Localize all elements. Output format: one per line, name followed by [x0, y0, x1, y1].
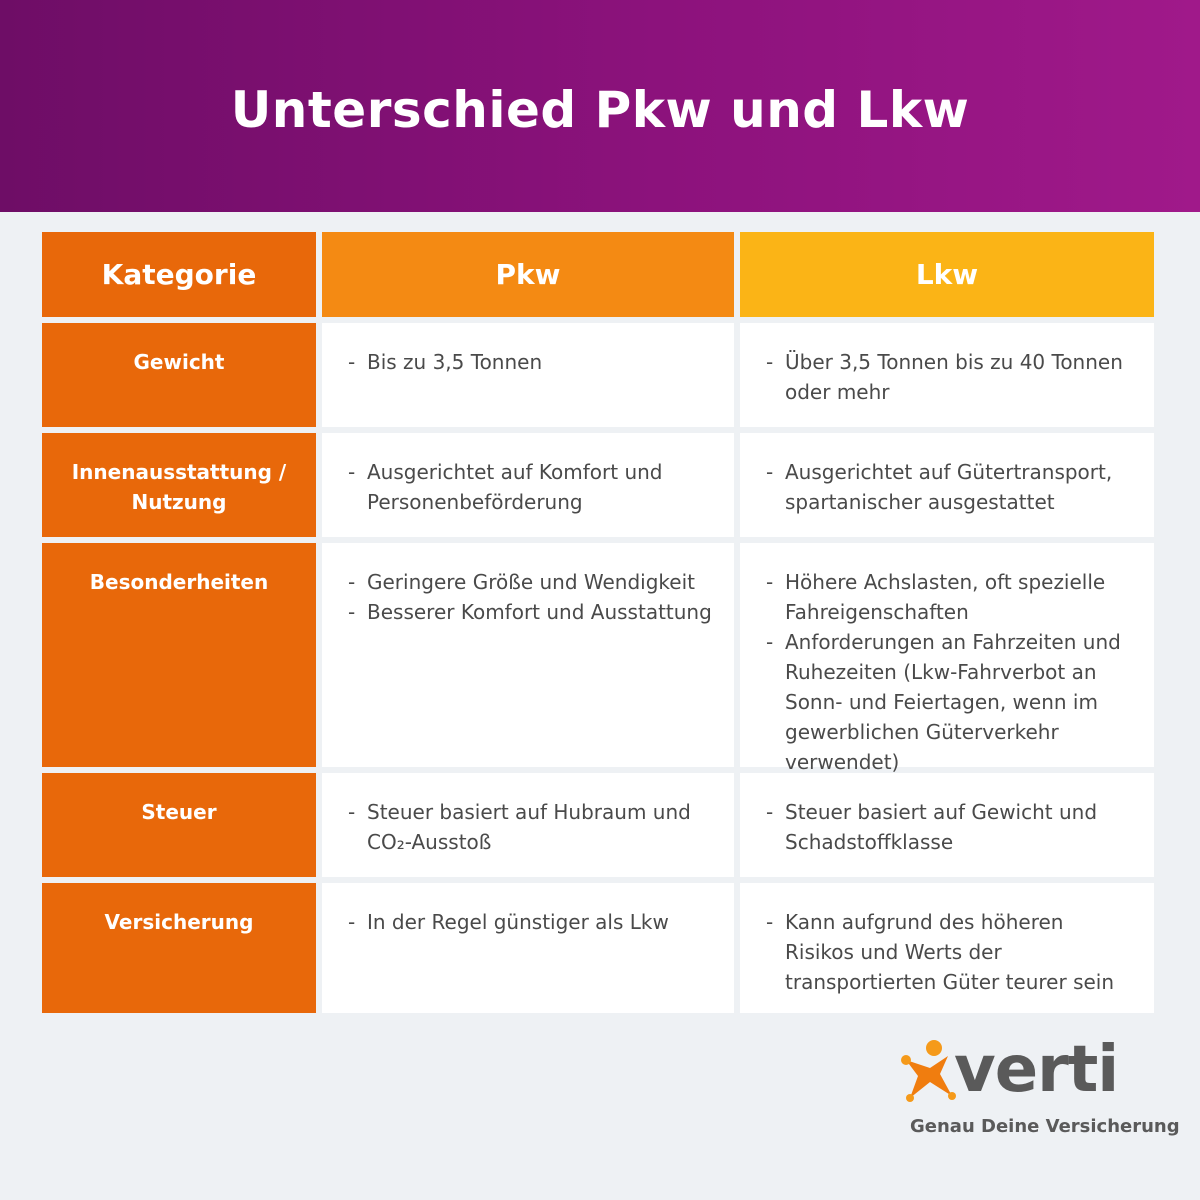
list-item: - Bis zu 3,5 Tonnen — [348, 347, 714, 377]
brand-name: verti — [954, 1033, 1119, 1107]
table-row-gewicht — [42, 323, 1154, 427]
header-kategorie: Kategorie — [42, 232, 316, 317]
table-row-besonderheiten — [42, 543, 1154, 774]
table-header-row — [42, 232, 1154, 317]
page-title: Unterschied Pkw und Lkw — [230, 81, 970, 139]
pkw-cell — [322, 323, 734, 427]
pkw-cell — [322, 543, 734, 767]
list-item: - Steuer basiert auf Gewicht und Schadstoffklasse — [766, 797, 1134, 857]
lkw-cell — [740, 773, 1154, 877]
table-row-innenausstattung — [42, 433, 1154, 537]
brand-tagline: Genau Deine Versicherung — [910, 1116, 1180, 1137]
list-item: - Kann aufgrund des höheren Risikos und Werts der transportierten Güter teurer sein — [766, 907, 1134, 997]
lkw-cell — [740, 323, 1154, 427]
list-item: - Besserer Komfort und Ausstattung — [348, 597, 714, 627]
list-item: - Ausgerichtet auf Komfort und Personenbeförderung — [348, 457, 714, 517]
comparison-table — [42, 232, 1154, 1019]
category-cell: Steuer — [42, 773, 316, 877]
brand-logo — [900, 1030, 1180, 1150]
pkw-cell — [322, 773, 734, 877]
lkw-cell — [740, 433, 1154, 537]
header-lkw: Lkw — [740, 232, 1154, 317]
pkw-cell — [322, 433, 734, 537]
list-item: - Ausgerichtet auf Gütertransport, spartanischer ausgestattet — [766, 457, 1134, 517]
list-item: - Steuer basiert auf Hubraum und CO₂-Ausstoß — [348, 797, 714, 857]
starburst-person-icon — [900, 1038, 956, 1102]
lkw-cell — [740, 543, 1154, 774]
category-cell: Innenausstattung / Nutzung — [42, 433, 316, 537]
list-item: - Anforderungen an Fahrzeiten und Ruhezeiten (Lkw-Fahrverbot an Sonn- und Feiertagen, wenn im gewerblichen Güterverkehr verwendet) — [766, 627, 1134, 777]
table-row-versicherung — [42, 883, 1154, 1013]
table-row-steuer — [42, 773, 1154, 877]
pkw-cell — [322, 883, 734, 1013]
list-item: - Höhere Achslasten, oft spezielle Fahreigenschaften — [766, 567, 1134, 627]
category-cell: Gewicht — [42, 323, 316, 427]
title-banner — [0, 0, 1200, 212]
list-item: - Geringere Größe und Wendigkeit — [348, 567, 714, 597]
header-pkw: Pkw — [322, 232, 734, 317]
list-item: - Über 3,5 Tonnen bis zu 40 Tonnen oder mehr — [766, 347, 1134, 407]
category-cell: Besonderheiten — [42, 543, 316, 767]
category-cell: Versicherung — [42, 883, 316, 1013]
list-item: - In der Regel günstiger als Lkw — [348, 907, 714, 937]
lkw-cell — [740, 883, 1154, 1013]
